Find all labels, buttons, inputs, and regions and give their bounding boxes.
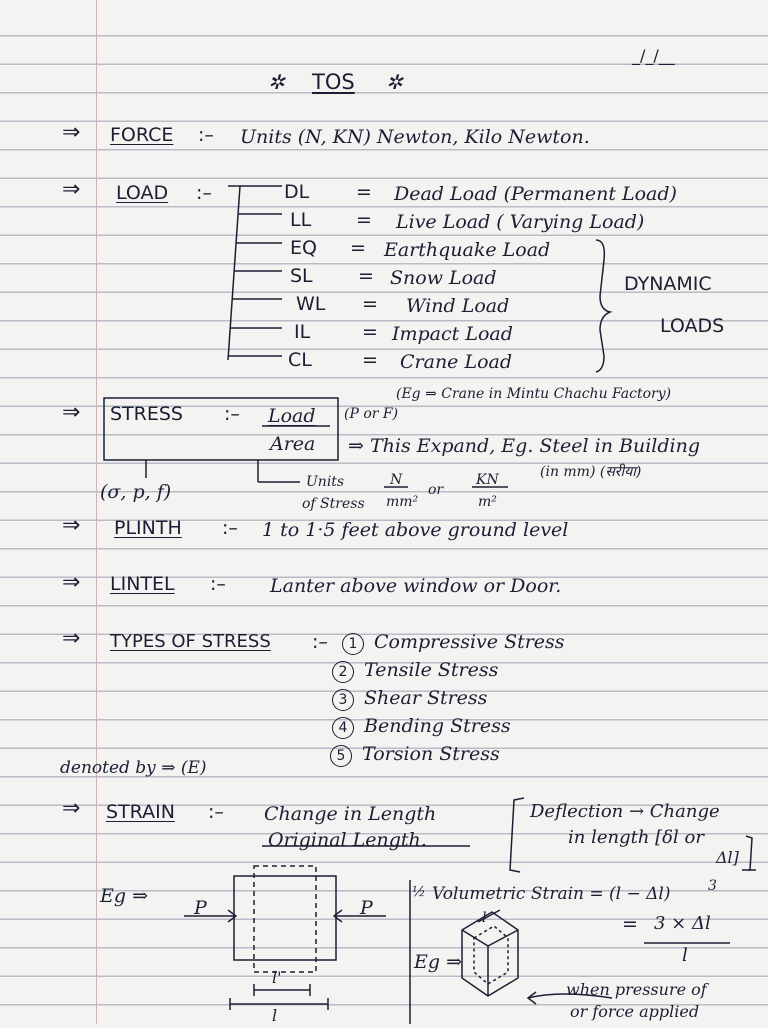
stress-numerator: Load	[268, 405, 316, 427]
stress-type-name: Torsion Stress	[362, 743, 500, 765]
cube-note-1: when pressure of	[566, 980, 707, 999]
colon-dash: :–	[210, 573, 226, 595]
strain-label: STRAIN	[106, 801, 175, 823]
load-name-wl: Wind Load	[406, 295, 510, 317]
load-name-il: Impact Load	[392, 323, 513, 345]
arrow-icon: ⇒	[62, 796, 81, 821]
crane-note: (Eg ⇒ Crane in Mintu Chachu Factory)	[396, 386, 672, 402]
or-text: or	[428, 482, 444, 498]
title-star-right: ✲	[386, 70, 403, 94]
unit-m2: m²	[478, 494, 497, 510]
load-abbr-sl: SL	[290, 265, 313, 287]
unit-kilonewton: KN	[476, 472, 499, 488]
plinth-label: PLINTH	[114, 517, 182, 539]
arrow-icon: ⇒	[62, 400, 81, 425]
colon-dash: :–	[224, 403, 240, 425]
stress-type-item	[332, 714, 511, 739]
title-star-left: ✲	[268, 70, 285, 94]
strain-denominator: Original Length.	[268, 829, 427, 851]
stress-type-name: Compressive Stress	[374, 631, 565, 653]
equals-sign: =	[356, 209, 372, 231]
stress-type-name: Bending Stress	[364, 715, 511, 737]
units-label: Units	[306, 474, 345, 490]
stress-type-name: Shear Stress	[364, 687, 488, 709]
stress-type-item	[342, 630, 565, 655]
deflection-note-3: Δl]	[716, 848, 739, 867]
stress-type-name: Tensile Stress	[364, 659, 499, 681]
stress-label: STRESS	[110, 403, 183, 425]
load-name-dl: Dead Load (Permanent Load)	[394, 183, 677, 205]
stress-denominator: Area	[270, 433, 316, 455]
original-length-label: l	[272, 1006, 278, 1025]
volumetric-numerator: 3 × Δl	[654, 913, 711, 934]
colon-dash: :–	[208, 801, 224, 823]
example-label: Eg ⇒	[100, 885, 148, 907]
stress-expand-note: ⇒ This Expand, Eg. Steel in Building	[348, 435, 701, 457]
arrow-icon: ⇒	[62, 570, 81, 595]
stress-type-item	[332, 686, 487, 711]
load-abbr-wl: WL	[296, 293, 326, 315]
load-name-ll: Live Load ( Varying Load)	[396, 211, 645, 233]
example-label-2: Eg ⇒	[414, 951, 462, 973]
colon-dash: :–	[196, 182, 212, 204]
equals-sign: =	[350, 237, 366, 259]
types-of-stress-label: TYPES OF STRESS	[110, 631, 271, 652]
load-name-sl: Snow Load	[390, 267, 497, 289]
force-p-right: P	[360, 897, 373, 919]
load-abbr-il: IL	[294, 321, 311, 343]
number-badge: 3	[332, 689, 354, 711]
equals-sign: =	[358, 265, 374, 287]
unit-mm2: mm²	[386, 494, 419, 510]
lintel-text: Lanter above window or Door.	[270, 575, 562, 597]
date-field: _/_/__	[632, 46, 675, 65]
load-abbr-dl: DL	[284, 181, 310, 203]
changed-length-label: l'	[272, 968, 282, 987]
dynamic-label: DYNAMIC	[624, 273, 712, 295]
equals-sign: =	[362, 293, 378, 315]
force-text: Units (N, KN) Newton, Kilo Newton.	[240, 126, 590, 148]
equals-sign: =	[362, 349, 378, 371]
colon-dash: :–	[198, 124, 214, 146]
equals-sign: =	[622, 913, 638, 935]
stress-type-item	[330, 742, 500, 767]
cube-note-2: or force applied	[570, 1002, 700, 1021]
page-title: TOS	[312, 70, 355, 94]
number-badge: 4	[332, 717, 354, 739]
deflection-note-1: Deflection → Change	[530, 801, 720, 822]
cube-length-label: l	[482, 910, 487, 926]
equals-sign: =	[356, 181, 372, 203]
colon-dash: :–	[222, 517, 238, 539]
volumetric-strain-formula: Volumetric Strain = (l − Δl)	[432, 884, 671, 904]
stress-mm-note: (in mm) (सरीया)	[540, 464, 642, 480]
stress-type-item	[332, 658, 498, 683]
force-p-left: P	[194, 897, 207, 919]
strain-numerator: Change in Length	[264, 803, 437, 825]
number-badge: 2	[332, 661, 354, 683]
arrow-icon: ⇒	[62, 120, 81, 145]
lintel-label: LINTEL	[110, 573, 175, 595]
load-abbr-eq: EQ	[290, 237, 317, 259]
unit-newton: N	[390, 472, 403, 488]
denoted-by-note: denoted by ⇒ (E)	[60, 758, 207, 778]
arrow-icon: ⇒	[62, 177, 81, 202]
stress-symbols: (σ, p, f)	[100, 481, 172, 503]
load-abbr-cl: CL	[288, 349, 312, 371]
volumetric-exponent: 3	[708, 878, 717, 894]
load-name-eq: Earthquake Load	[384, 239, 551, 261]
arrow-icon: ⇒	[62, 626, 81, 651]
stress-pf-note: (P or F)	[344, 406, 399, 422]
volumetric-denominator: l	[682, 945, 688, 966]
plinth-text: 1 to 1·5 feet above ground level	[262, 519, 569, 541]
arrow-icon: ⇒	[62, 513, 81, 538]
deflection-note-2: in length [δl or	[568, 827, 704, 848]
force-label: FORCE	[110, 124, 174, 146]
number-badge: 5	[330, 745, 352, 767]
half-mark: ½	[412, 884, 426, 900]
colon-dash: :–	[312, 631, 328, 653]
number-badge: 1	[342, 633, 364, 655]
of-stress-label: of Stress	[302, 496, 365, 512]
load-label: LOAD	[116, 182, 169, 204]
load-abbr-ll: LL	[290, 209, 312, 231]
loads-label: LOADS	[660, 315, 725, 337]
load-name-cl: Crane Load	[400, 351, 513, 373]
equals-sign: =	[362, 321, 378, 343]
